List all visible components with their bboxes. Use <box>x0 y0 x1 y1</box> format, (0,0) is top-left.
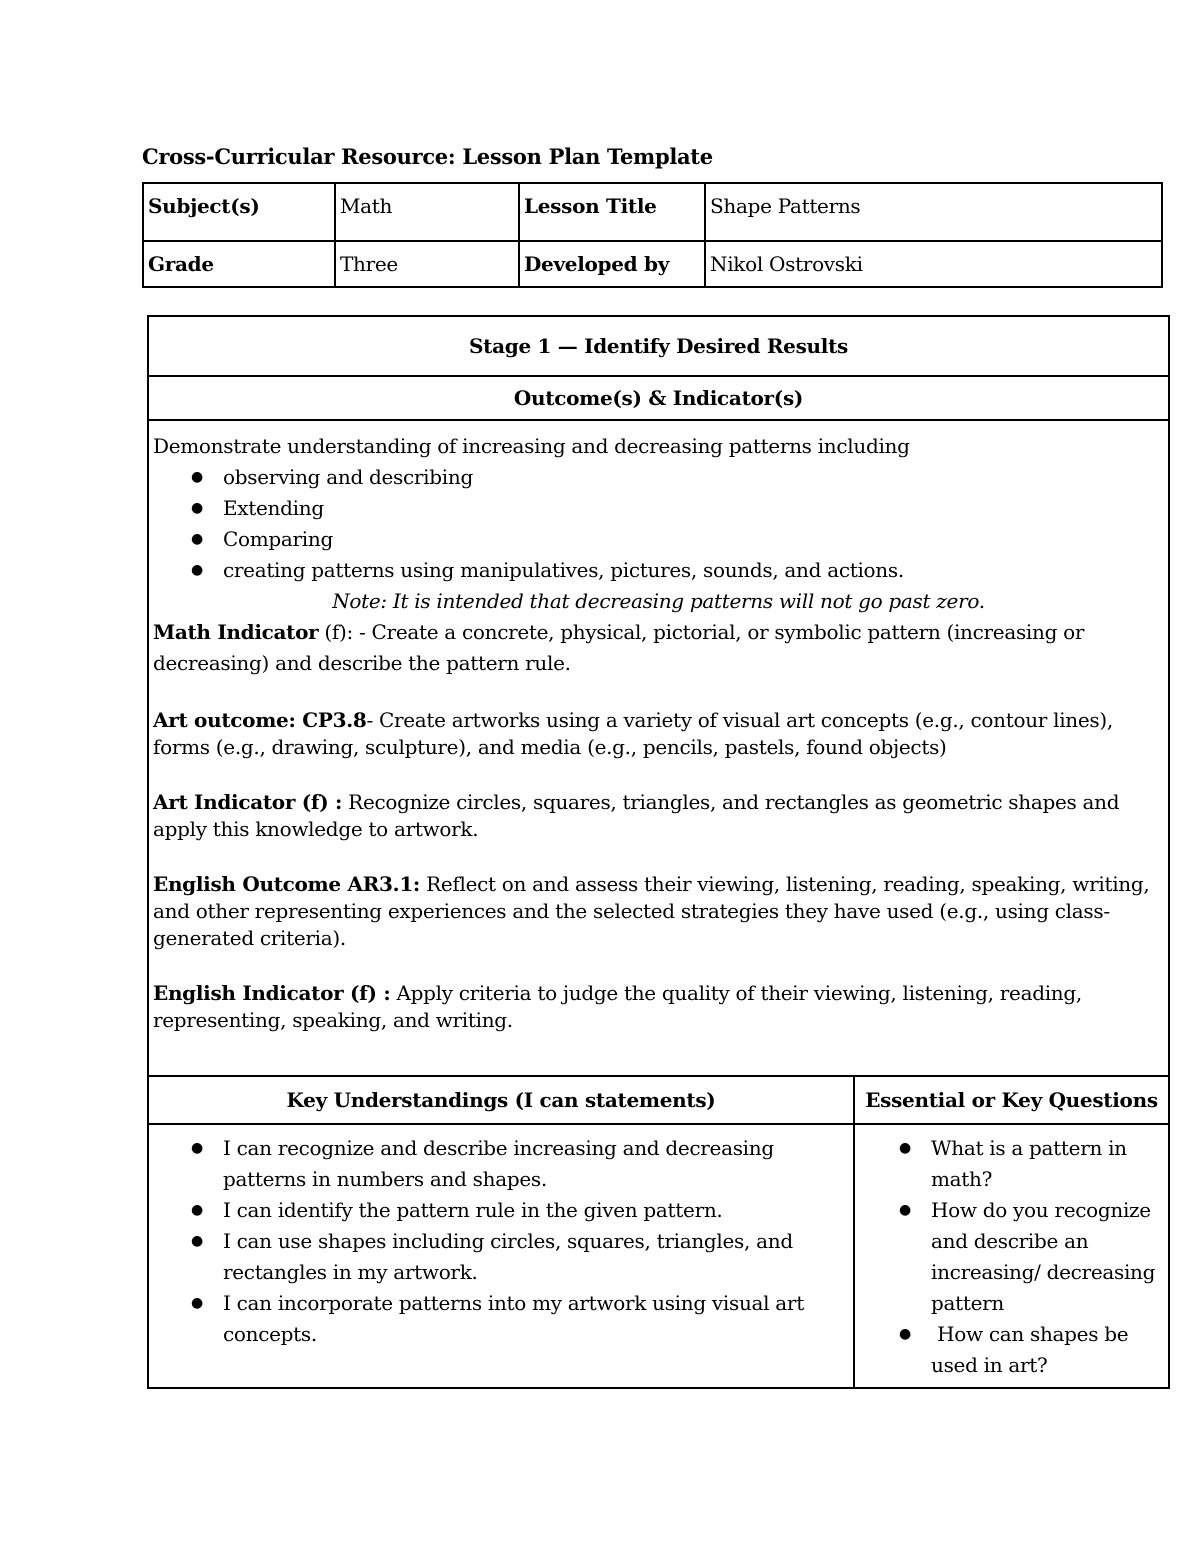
outcomes-cell <box>148 420 1169 1076</box>
list-item-text: How do you recognize and describe an increasing/ decreasing pattern <box>931 1198 1156 1315</box>
stage1-heading: Stage 1 — Identify Desired Results <box>148 316 1169 376</box>
list-item <box>153 493 1164 524</box>
list-item-text: What is a pattern in math? <box>931 1136 1127 1191</box>
math-indicator <box>153 617 1164 679</box>
list-item <box>153 1288 849 1350</box>
art-outcome-text: - Create artworks using a variety of visual art concepts (e.g., contour lines), forms (e.g., drawing, sculpture), and media (e.g., pencils, pastels, found objects) <box>153 708 1113 759</box>
list-item-text: How can shapes be used in art? <box>931 1322 1135 1377</box>
list-item <box>859 1319 1164 1381</box>
english-outcome <box>153 871 1164 952</box>
english-indicator-text: Apply criteria to judge the quality of their viewing, listening, reading, representing, speaking, and writing. <box>153 981 1082 1032</box>
art-indicator-label: Art Indicator (f) : <box>153 790 343 814</box>
outcomes-bullet-list <box>153 462 1164 586</box>
lesson-title-value: Shape Patterns <box>705 183 1162 241</box>
key-understandings-list <box>153 1133 849 1350</box>
bullet-icon: ● <box>191 1295 203 1311</box>
bullet-icon: ● <box>191 1140 203 1156</box>
list-item <box>859 1195 1164 1319</box>
list-item <box>153 462 1164 493</box>
list-item-text: I can identify the pattern rule in the given pattern. <box>223 1198 723 1222</box>
bullet-icon: ● <box>899 1140 911 1156</box>
info-row-grade <box>143 241 1162 287</box>
grade-value: Three <box>335 241 519 287</box>
subject-value: Math <box>335 183 519 241</box>
bullet-icon: ● <box>191 1202 203 1218</box>
outcomes-note: Note: It is intended that decreasing patterns will not go past zero. <box>332 589 985 613</box>
list-item <box>153 1133 849 1195</box>
lesson-title-label: Lesson Title <box>519 183 705 241</box>
bullet-icon: ● <box>899 1326 911 1342</box>
bullet-icon: ● <box>899 1202 911 1218</box>
list-item <box>153 555 1164 586</box>
english-indicator <box>153 980 1164 1034</box>
outcomes-heading: Outcome(s) & Indicator(s) <box>148 376 1169 420</box>
key-understandings-heading: Key Understandings (I can statements) <box>148 1076 854 1124</box>
list-item-text: I can use shapes including circles, squares, triangles, and rectangles in my artwork. <box>223 1229 793 1284</box>
grade-label: Grade <box>143 241 335 287</box>
art-outcome-label: Art outcome: CP3.8 <box>153 708 367 732</box>
developed-by-label: Developed by <box>519 241 705 287</box>
lesson-info-table <box>142 182 1163 288</box>
bullet-icon: ● <box>191 469 203 485</box>
subject-label: Subject(s) <box>143 183 335 241</box>
math-indicator-text: (f): - Create a concrete, physical, pictorial, or symbolic pattern (increasing or decreasing) and describe the pattern rule. <box>153 620 1085 675</box>
art-indicator-text: Recognize circles, squares, triangles, and rectangles as geometric shapes and apply this knowledge to artwork. <box>153 790 1120 841</box>
list-item-text: Extending <box>223 496 324 520</box>
key-understandings-cell <box>148 1124 854 1388</box>
list-item <box>153 1195 849 1226</box>
list-item <box>153 1226 849 1288</box>
list-item-text: observing and describing <box>223 465 473 489</box>
stage1-table <box>147 315 1170 1389</box>
english-outcome-label: English Outcome AR3.1: <box>153 872 421 896</box>
bullet-icon: ● <box>191 562 203 578</box>
outcomes-intro: Demonstrate understanding of increasing and decreasing patterns including <box>153 434 910 458</box>
list-item-text: I can incorporate patterns into my artwork using visual art concepts. <box>223 1291 804 1346</box>
english-indicator-label: English Indicator (f) : <box>153 981 391 1005</box>
bullet-icon: ● <box>191 531 203 547</box>
list-item-text: I can recognize and describe increasing and decreasing patterns in numbers and shapes. <box>223 1136 774 1191</box>
list-item <box>859 1133 1164 1195</box>
document-title: Cross-Curricular Resource: Lesson Plan Template <box>142 144 713 169</box>
art-outcome <box>153 707 1164 761</box>
bullet-icon: ● <box>191 500 203 516</box>
english-outcome-text: Reflect on and assess their viewing, listening, reading, speaking, writing, and other representing experiences and the selected strategies they have used (e.g., using class-generated criteria). <box>153 872 1150 950</box>
essential-questions-cell <box>854 1124 1169 1388</box>
developed-by-value: Nikol Ostrovski <box>705 241 1162 287</box>
art-indicator <box>153 789 1164 843</box>
math-indicator-label: Math Indicator <box>153 620 319 644</box>
list-item-text: Comparing <box>223 527 333 551</box>
bullet-icon: ● <box>191 1233 203 1249</box>
essential-questions-heading: Essential or Key Questions <box>854 1076 1169 1124</box>
info-row-subject <box>143 183 1162 241</box>
essential-questions-list <box>859 1133 1164 1381</box>
list-item-text: creating patterns using manipulatives, pictures, sounds, and actions. <box>223 558 904 582</box>
list-item <box>153 524 1164 555</box>
